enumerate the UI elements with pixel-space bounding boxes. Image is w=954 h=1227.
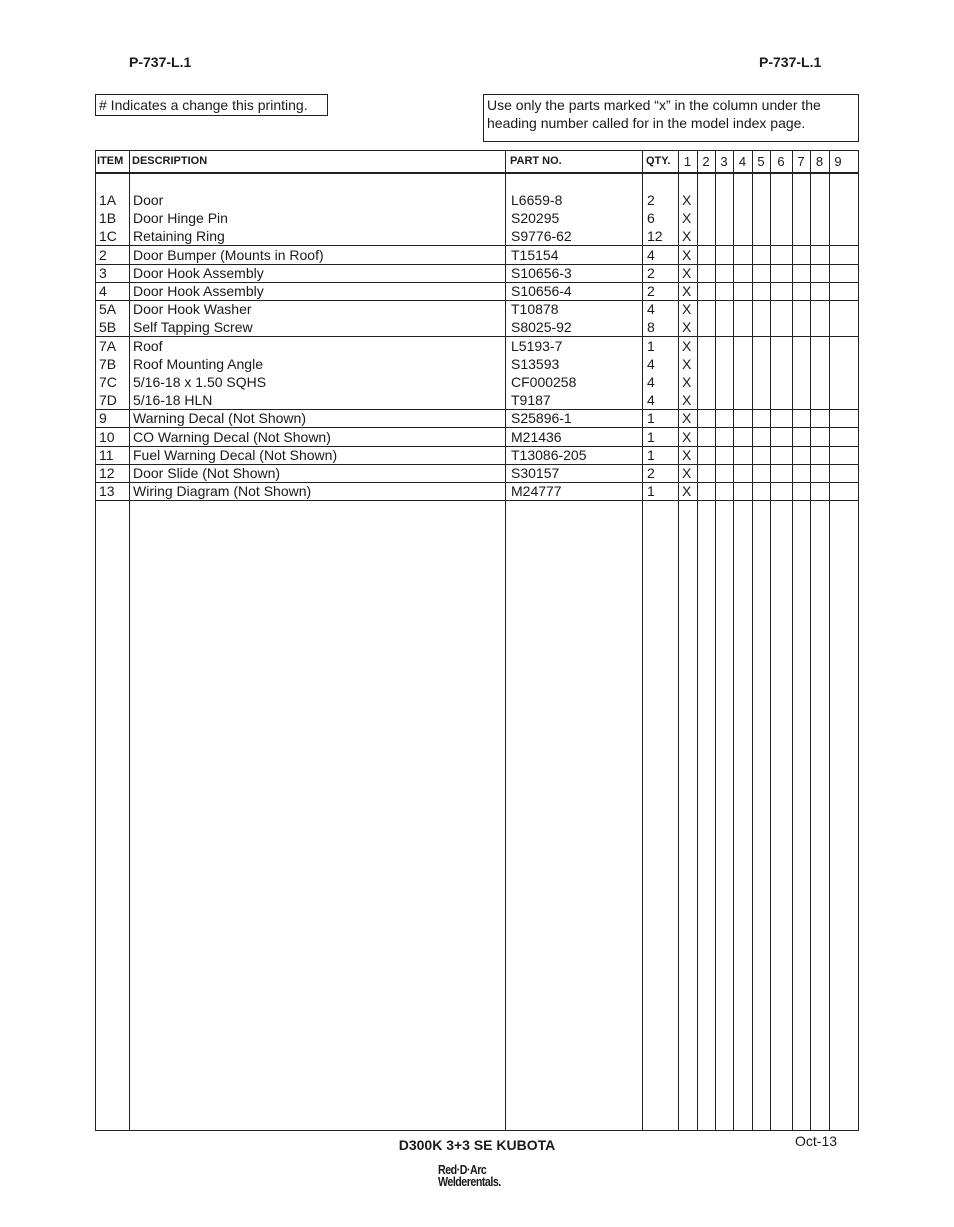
footer-date: Oct-13 xyxy=(795,1133,838,1149)
row-description: Door Bumper (Mounts in Roof) xyxy=(133,246,324,263)
row-qty: 1 xyxy=(647,410,655,427)
row-item: 2 xyxy=(99,246,107,263)
row-qty: 4 xyxy=(647,374,655,390)
table-row xyxy=(96,391,858,410)
row-description: Door Hook Washer xyxy=(133,301,252,318)
header-model-2: 2 xyxy=(702,154,710,169)
row-item: 7D xyxy=(99,392,117,409)
row-model-1-mark: X xyxy=(682,192,692,208)
row-qty: 4 xyxy=(647,392,655,409)
row-qty: 4 xyxy=(647,301,655,318)
row-description: CO Warning Decal (Not Shown) xyxy=(133,428,331,445)
row-qty: 4 xyxy=(647,355,655,372)
row-item: 7B xyxy=(99,355,117,372)
row-qty: 1 xyxy=(647,428,655,445)
header-qty: QTY. xyxy=(646,155,671,167)
row-item: 12 xyxy=(99,465,115,481)
row-item: 5B xyxy=(99,319,117,336)
table-row xyxy=(96,482,858,501)
row-description: Wiring Diagram (Not Shown) xyxy=(133,483,312,500)
usage-note xyxy=(483,94,859,142)
row-part-no: L6659-8 xyxy=(511,192,563,208)
parts-table xyxy=(95,150,859,1131)
row-qty: 2 xyxy=(647,264,655,281)
header-model-9: 9 xyxy=(834,154,842,169)
header-model-5: 5 xyxy=(757,154,765,169)
row-qty: 1 xyxy=(647,483,655,500)
row-description: Roof Mounting Angle xyxy=(133,355,263,372)
row-qty: 1 xyxy=(647,446,655,463)
row-model-1-mark: X xyxy=(682,446,692,463)
table-row xyxy=(96,428,858,447)
table-row xyxy=(96,355,858,373)
logo-line-1: Red·D·Arc xyxy=(438,1162,487,1177)
row-part-no: T9187 xyxy=(511,392,551,409)
row-description: 5/16-18 HLN xyxy=(133,392,213,409)
row-model-1-mark: X xyxy=(682,483,692,500)
row-item: 9 xyxy=(99,410,107,427)
row-part-no: S8025-92 xyxy=(511,319,572,336)
row-part-no: T13086-205 xyxy=(511,446,587,463)
row-item: 4 xyxy=(99,283,107,299)
table-row xyxy=(96,264,858,283)
row-item: 1C xyxy=(99,228,117,245)
row-model-1-mark: X xyxy=(682,283,692,299)
row-description: Door xyxy=(133,192,164,208)
row-item: 7A xyxy=(99,337,117,354)
row-item: 1B xyxy=(99,210,117,227)
row-model-1-mark: X xyxy=(682,355,692,372)
table-row xyxy=(96,337,858,355)
header-item: ITEM xyxy=(97,155,124,167)
header-model-4: 4 xyxy=(738,154,747,169)
row-model-1-mark: X xyxy=(682,410,692,427)
row-part-no: L5193-7 xyxy=(511,337,563,354)
row-qty: 6 xyxy=(647,210,655,227)
row-description: Roof xyxy=(133,337,163,354)
row-part-no: T10878 xyxy=(511,301,559,318)
red-d-arc-logo xyxy=(438,1164,501,1188)
row-qty: 8 xyxy=(647,319,655,336)
logo-line-2: Welderentals. xyxy=(438,1174,501,1189)
table-row xyxy=(96,191,858,209)
page-code-left: P-737-L.1 xyxy=(129,54,192,70)
row-part-no: S20295 xyxy=(511,210,560,227)
table-row xyxy=(96,246,858,265)
header-model-6: 6 xyxy=(777,154,785,169)
row-item: 5A xyxy=(99,301,117,318)
row-item: 11 xyxy=(99,446,114,463)
row-item: 7C xyxy=(99,374,117,390)
header-description: DESCRIPTION xyxy=(132,155,208,167)
row-item: 1A xyxy=(99,192,117,208)
table-row xyxy=(96,464,858,483)
change-indicator-note: # Indicates a change this printing. xyxy=(95,94,328,116)
header-part-no: PART NO. xyxy=(510,155,562,167)
row-model-1-mark: X xyxy=(682,210,692,227)
table-row xyxy=(96,409,858,428)
table-row xyxy=(96,209,858,227)
row-model-1-mark: X xyxy=(682,428,692,445)
row-item: 13 xyxy=(99,483,115,500)
table-row xyxy=(96,300,858,318)
row-description: Warning Decal (Not Shown) xyxy=(133,410,306,427)
row-part-no: T15154 xyxy=(511,246,559,263)
usage-note-line-1: Use only the parts marked “x” in the column under the xyxy=(487,97,821,113)
row-part-no: S13593 xyxy=(511,355,560,372)
row-part-no: S10656-4 xyxy=(511,283,572,299)
row-item: 10 xyxy=(99,428,115,445)
header-model-8: 8 xyxy=(815,154,824,169)
row-description: Door Slide (Not Shown) xyxy=(133,465,281,481)
row-description: Door Hook Assembly xyxy=(133,264,264,281)
row-description: Self Tapping Screw xyxy=(133,319,253,336)
row-part-no: M21436 xyxy=(511,428,562,445)
footer-model: D300K 3+3 SE KUBOTA xyxy=(398,1137,556,1153)
row-model-1-mark: X xyxy=(682,246,692,263)
usage-note-line-2: heading number called for in the model index page. xyxy=(487,115,806,131)
row-description: Door Hook Assembly xyxy=(133,283,264,299)
row-model-1-mark: X xyxy=(682,319,692,336)
table-row xyxy=(96,373,858,391)
header-model-7: 7 xyxy=(797,154,805,169)
header-model-1: 1 xyxy=(683,154,692,169)
header-model-3: 3 xyxy=(720,154,728,169)
row-part-no: CF000258 xyxy=(511,374,577,390)
row-part-no: M24777 xyxy=(511,483,562,500)
row-qty: 4 xyxy=(647,246,655,263)
row-model-1-mark: X xyxy=(682,228,692,245)
row-part-no: S30157 xyxy=(511,465,560,481)
row-model-1-mark: X xyxy=(682,337,692,354)
row-qty: 1 xyxy=(647,337,655,354)
row-description: Retaining Ring xyxy=(133,228,225,245)
page-code-right: P-737-L.1 xyxy=(759,54,822,70)
row-description: Door Hinge Pin xyxy=(133,210,228,227)
row-part-no: S9776-62 xyxy=(511,228,572,245)
row-part-no: S10656-3 xyxy=(511,264,572,281)
row-qty: 2 xyxy=(647,192,655,208)
table-row xyxy=(96,318,858,337)
row-model-1-mark: X xyxy=(682,374,692,390)
row-part-no: S25896-1 xyxy=(511,410,572,427)
row-qty: 12 xyxy=(647,228,663,245)
row-description: 5/16-18 x 1.50 SQHS xyxy=(133,374,267,390)
row-model-1-mark: X xyxy=(682,392,692,409)
row-item: 3 xyxy=(99,264,107,281)
row-model-1-mark: X xyxy=(682,264,692,281)
table-row xyxy=(96,227,858,246)
row-model-1-mark: X xyxy=(682,465,692,481)
row-model-1-mark: X xyxy=(682,301,692,318)
row-qty: 2 xyxy=(647,283,655,299)
row-qty: 2 xyxy=(647,465,655,481)
table-row xyxy=(96,282,858,301)
table-row xyxy=(96,446,858,465)
row-description: Fuel Warning Decal (Not Shown) xyxy=(133,446,338,463)
